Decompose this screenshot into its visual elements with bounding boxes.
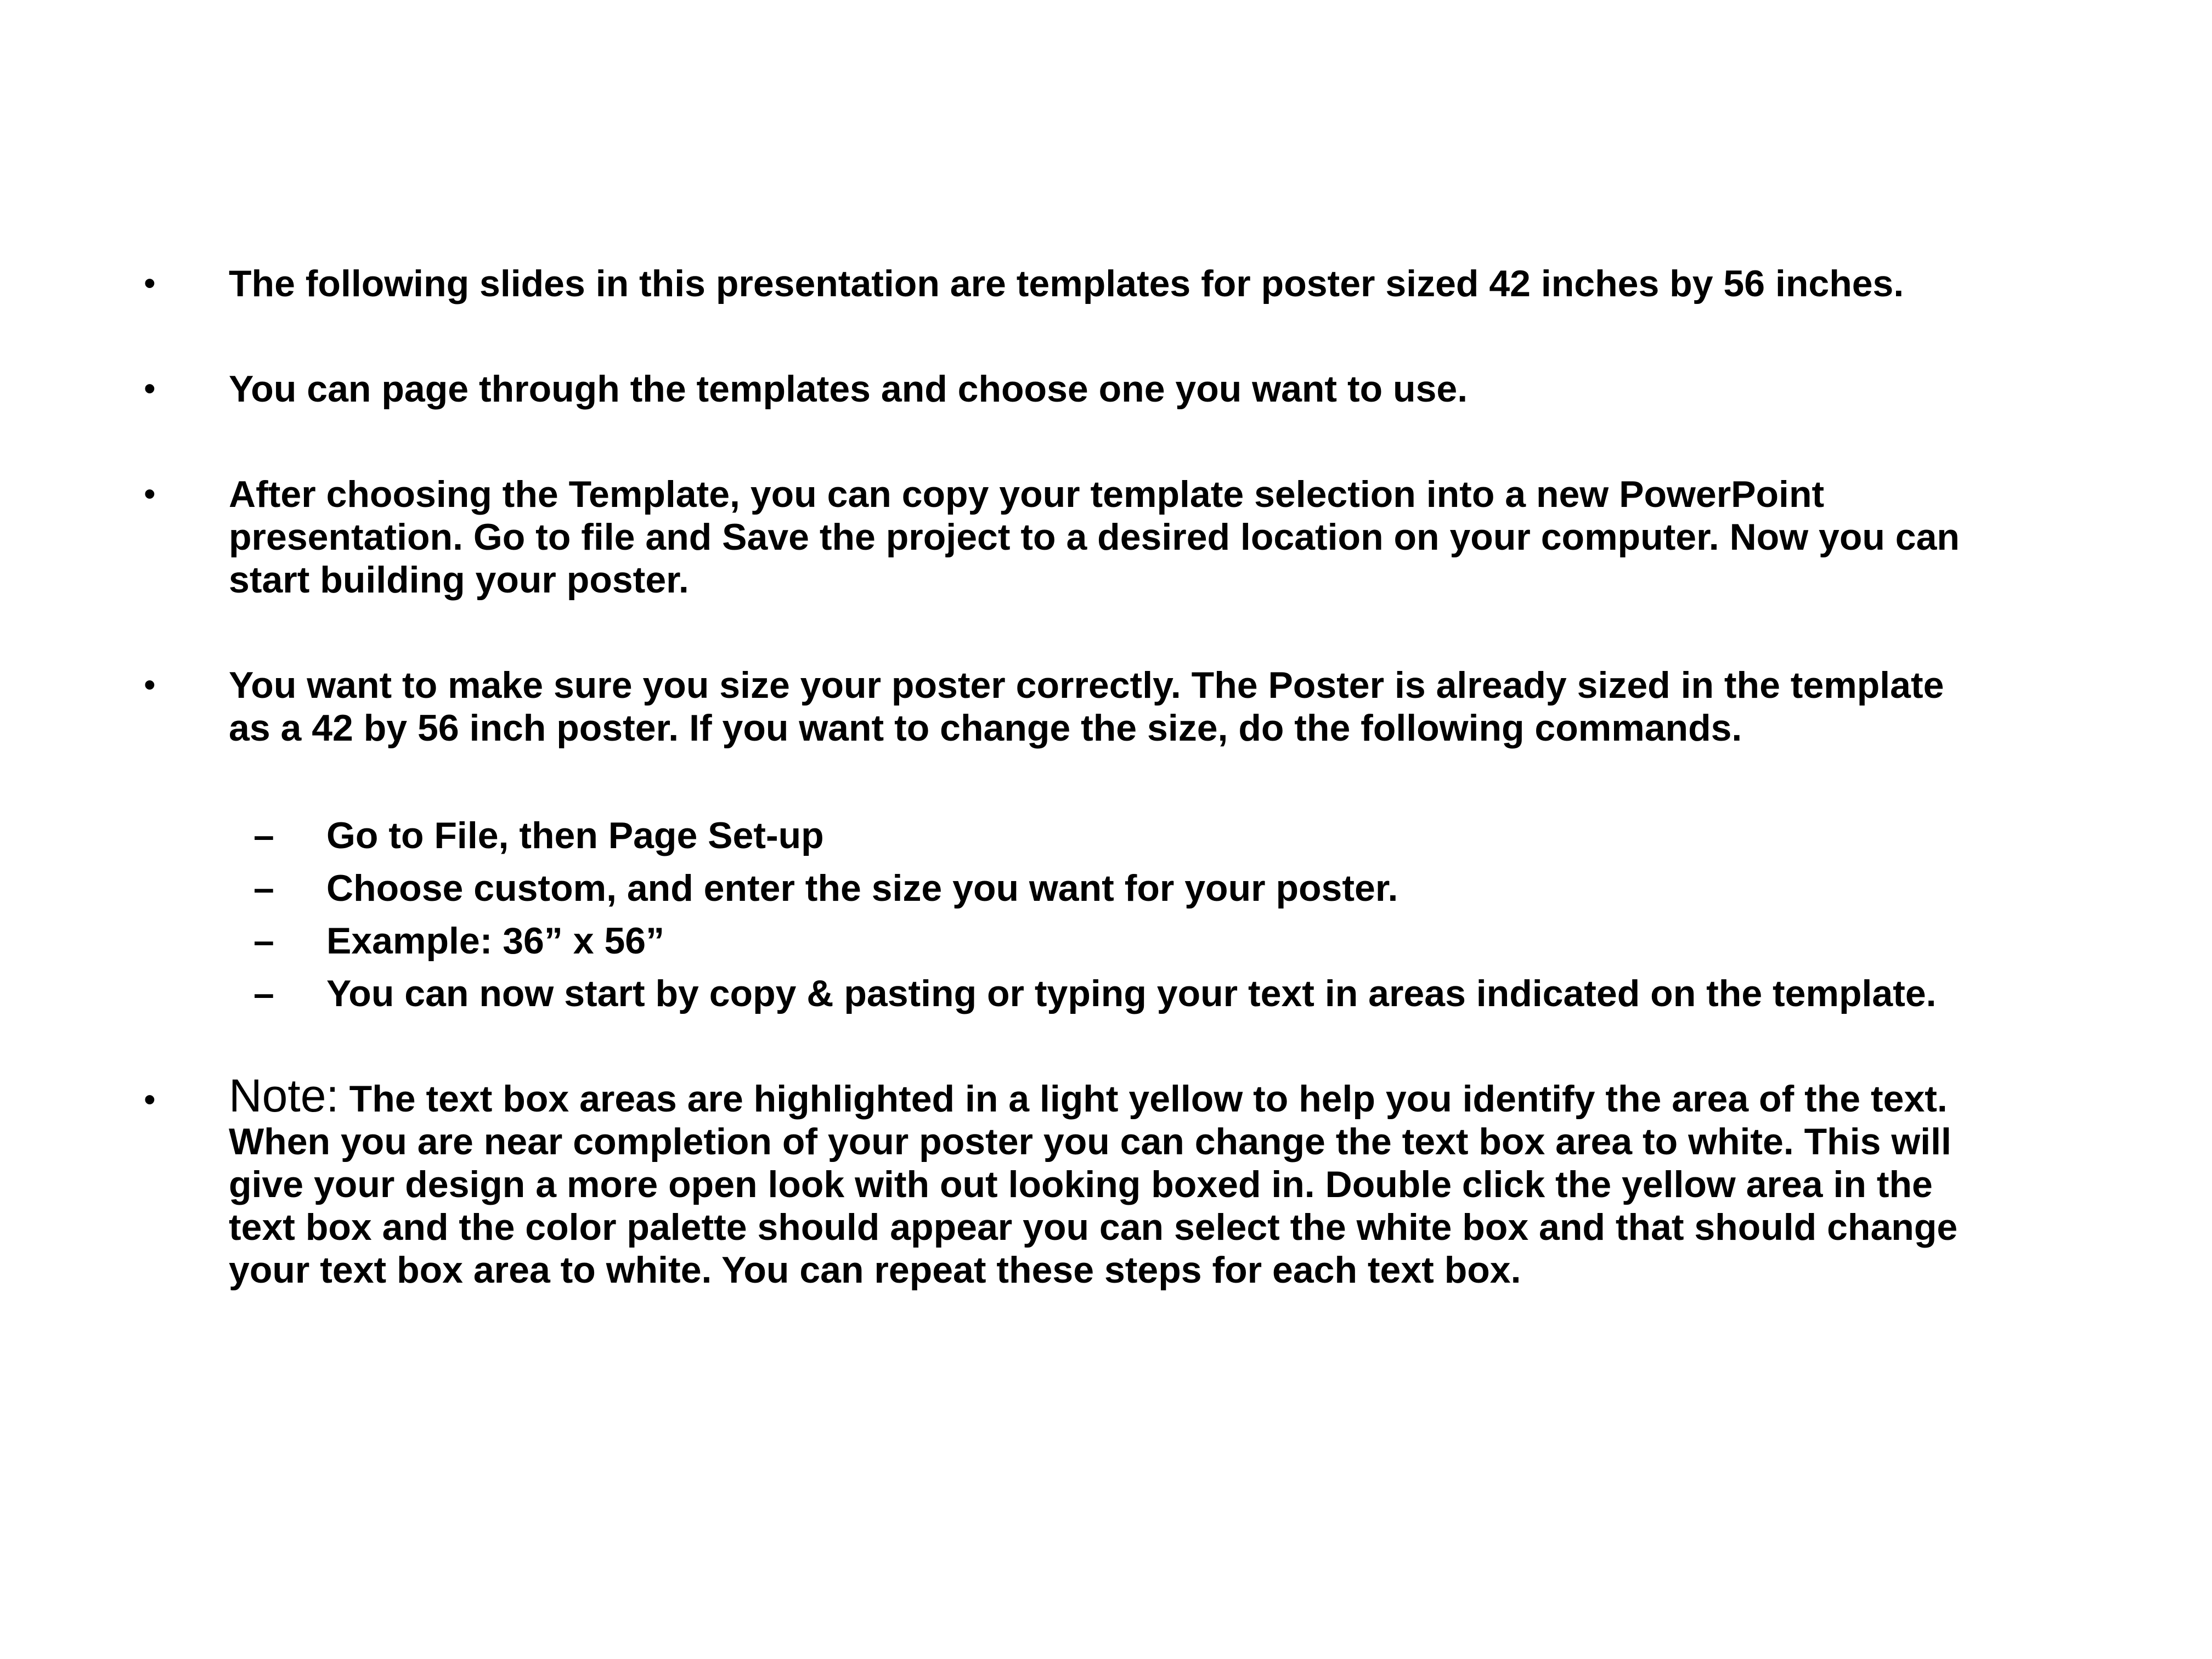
dash-icon: – — [253, 867, 274, 909]
bullet-icon: • — [144, 666, 156, 704]
bullet-icon: • — [144, 1081, 156, 1119]
note-first-line — [229, 1070, 2105, 1121]
dash-icon: – — [253, 920, 274, 962]
dash-icon: – — [253, 815, 274, 856]
note-text-line: your text box area to white. You can repeat these steps for each text box. — [229, 1249, 1521, 1291]
bullet-text-line: presentation. Go to file and Save the project to a desired location on your computer. Now you can — [229, 516, 1960, 558]
bullet-text-line: start building your poster. — [229, 559, 689, 601]
sub-bullet-text: Choose custom, and enter the size you want for your poster. — [326, 867, 1398, 909]
bullet-text-line: as a 42 by 56 inch poster. If you want to change the size, do the following commands. — [229, 707, 1742, 749]
note-text-line: When you are near completion of your poster you can change the text box area to white. This will — [229, 1121, 1951, 1163]
sub-bullet-text: Example: 36” x 56” — [326, 920, 665, 962]
bullet-text: The following slides in this presentation are templates for poster sized 42 inches by 56 inches. — [229, 263, 1904, 304]
bullet-icon: • — [144, 370, 156, 408]
bullet-icon: • — [144, 264, 156, 302]
sub-bullet-text: Go to File, then Page Set-up — [326, 815, 824, 856]
note-text-line: text box and the color palette should appear you can select the white box and that should change — [229, 1206, 1958, 1248]
bullet-text: You can page through the templates and choose one you want to use. — [229, 368, 1468, 410]
bullet-text-line: After choosing the Template, you can copy your template selection into a new PowerPoint — [229, 473, 1825, 515]
dash-icon: – — [253, 973, 274, 1014]
bullet-text-line: You want to make sure you size your poster correctly. The Poster is already sized in the template — [229, 664, 1944, 706]
sub-bullet-text: You can now start by copy & pasting or typing your text in areas indicated on the template. — [326, 973, 1937, 1014]
note-first-text: The text box areas are highlighted in a light yellow to help you identify the area of the text. — [338, 1078, 1948, 1120]
note-text-line: give your design a more open look with out looking boxed in. Double click the yellow area in the — [229, 1164, 1933, 1205]
note-label: Note: — [229, 1070, 339, 1121]
bullet-icon: • — [144, 475, 156, 513]
